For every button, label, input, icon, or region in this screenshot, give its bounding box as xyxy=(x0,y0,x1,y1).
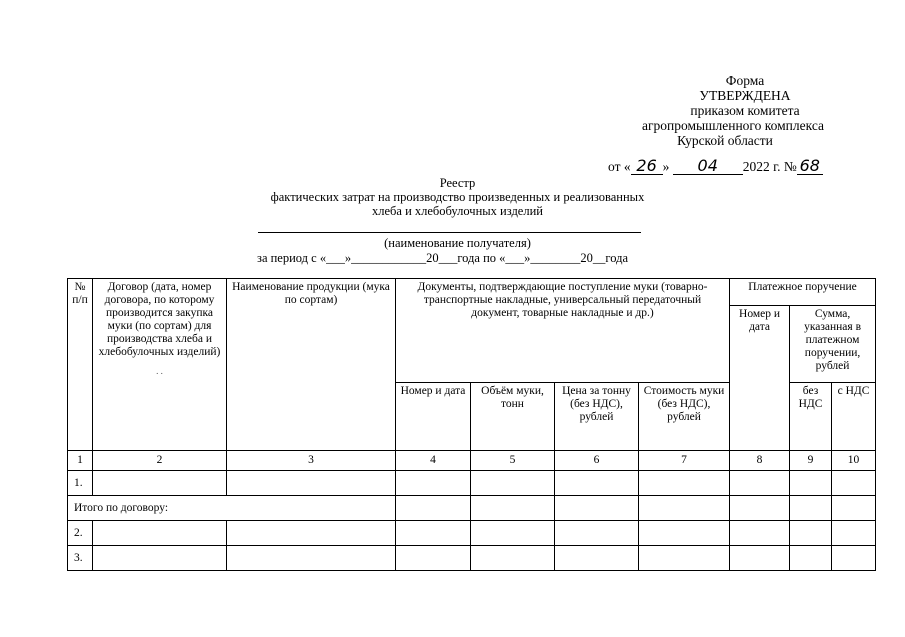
subtotal-label: Итого по договору: xyxy=(68,496,396,521)
header-pay-num-date: Номер и дата xyxy=(730,306,790,451)
register-title xyxy=(220,176,695,218)
header-price: Цена за тонну (без НДС), рублей xyxy=(555,383,639,451)
cell xyxy=(790,546,832,571)
table-row xyxy=(68,471,876,496)
recipient-label: (наименование получателя) xyxy=(384,236,531,250)
col-number: 8 xyxy=(730,451,790,471)
title-line-1: Реестр xyxy=(439,176,476,190)
col-number: 1 xyxy=(68,451,93,471)
cell xyxy=(555,496,639,521)
col-number: 7 xyxy=(639,451,730,471)
approval-form-label: Форма xyxy=(725,73,765,88)
cell xyxy=(639,521,730,546)
handwritten-month: 04 xyxy=(673,158,743,175)
handwritten-number: 68 xyxy=(797,158,823,175)
row-number: 3. xyxy=(68,546,93,571)
cell xyxy=(832,496,876,521)
col-number: 6 xyxy=(555,451,639,471)
title-line-3: хлеба и хлебобулочных изделий xyxy=(372,204,543,218)
cell xyxy=(555,546,639,571)
approval-committee: агропромышленного комплекса xyxy=(642,118,824,133)
cell xyxy=(639,496,730,521)
cell xyxy=(790,496,832,521)
subtotal-row xyxy=(68,496,876,521)
header-contract-text: Договор (дата, номер договора, по которому производится закупка муки (по сортам) для производства хлеба и хлебобулочных изделий) xyxy=(98,281,221,358)
cell xyxy=(471,471,555,496)
cell xyxy=(93,521,227,546)
cell xyxy=(639,471,730,496)
header-payment: Платежное поручение xyxy=(730,279,876,306)
cell xyxy=(730,471,790,496)
cell xyxy=(396,546,471,571)
cell xyxy=(832,521,876,546)
cell xyxy=(93,546,227,571)
cell xyxy=(396,521,471,546)
cell xyxy=(227,471,396,496)
header-doc-num-date: Номер и дата xyxy=(396,383,471,451)
col-number: 4 xyxy=(396,451,471,471)
col-number: 9 xyxy=(790,451,832,471)
header-docs: Документы, подтверждающие поступление муки (товарно-транспортные накладные, универсальный передаточный документ, товарные накладные и др.) xyxy=(396,279,730,383)
cell xyxy=(396,471,471,496)
title-line-2: фактических затрат на производство произведенных и реализованных xyxy=(270,190,645,204)
header-product xyxy=(227,279,396,451)
cell xyxy=(471,496,555,521)
scan-specks: . . xyxy=(156,366,163,376)
header-without-vat: без НДС xyxy=(790,383,832,451)
cell xyxy=(832,471,876,496)
handwritten-day: 26 xyxy=(631,158,663,175)
date-prefix: от « xyxy=(608,159,631,174)
cell xyxy=(93,471,227,496)
cell xyxy=(555,521,639,546)
cell xyxy=(555,471,639,496)
cell xyxy=(832,546,876,571)
cell xyxy=(790,521,832,546)
row-number: 1. xyxy=(68,471,93,496)
header-with-vat: с НДС xyxy=(832,383,876,451)
header-contract xyxy=(93,279,227,451)
register-table xyxy=(67,278,876,571)
approval-approved: УТВЕРЖДЕНА xyxy=(699,88,791,103)
col-number: 3 xyxy=(227,451,396,471)
approval-date-line xyxy=(608,158,823,175)
table-row xyxy=(68,546,876,571)
cell xyxy=(471,521,555,546)
cell xyxy=(639,546,730,571)
header-volume: Объём муки, тонн xyxy=(471,383,555,451)
col-number: 10 xyxy=(832,451,876,471)
header-pay-sum: Сумма, указанная в платежном поручении, рублей xyxy=(790,306,876,383)
cell xyxy=(227,546,396,571)
table-row xyxy=(68,521,876,546)
date-mid: » xyxy=(662,159,670,174)
cell xyxy=(790,471,832,496)
year-text: 2022 г. № xyxy=(742,159,797,174)
cell xyxy=(227,521,396,546)
header-cost: Стоимость муки (без НДС), рублей xyxy=(639,383,730,451)
col-number: 5 xyxy=(471,451,555,471)
approval-block xyxy=(600,73,890,148)
cell xyxy=(471,546,555,571)
approval-order: приказом комитета xyxy=(690,103,800,118)
period-line: за период с «___»____________20___года по «___»________20__года xyxy=(257,251,629,265)
cell xyxy=(730,521,790,546)
col-number: 2 xyxy=(93,451,227,471)
cell xyxy=(730,546,790,571)
approval-region: Курской области xyxy=(677,133,773,148)
recipient-underline xyxy=(258,232,641,233)
cell xyxy=(730,496,790,521)
header-num: № п/п xyxy=(68,279,93,451)
cell xyxy=(396,496,471,521)
header-product-text: Наименование продукции (мука по сортам) xyxy=(232,281,390,306)
row-number: 2. xyxy=(68,521,93,546)
